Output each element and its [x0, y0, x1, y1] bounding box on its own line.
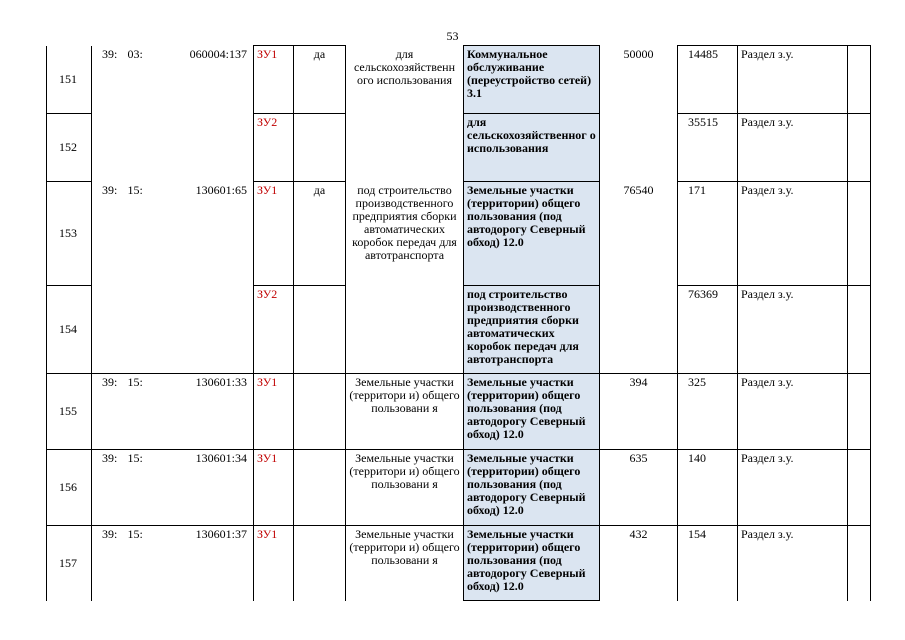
note: Раздел з.у.	[738, 450, 848, 526]
total-area: 50000	[623, 46, 654, 61]
part-area: 14485	[678, 46, 738, 114]
row-number: 151	[47, 46, 92, 114]
cad-area: 15:	[125, 374, 160, 450]
cad-number: 130601:65	[160, 182, 254, 286]
part-area: 171	[678, 182, 738, 286]
cad-district: 39:	[92, 374, 125, 450]
part-area: 154	[678, 526, 738, 601]
flag: да	[294, 182, 346, 286]
note: Раздел з.у.	[738, 526, 848, 601]
current-purpose: для сельскохозяйственн ого использования	[353, 46, 456, 87]
empty-cell	[848, 46, 871, 114]
cad-number: 130601:33	[160, 374, 254, 450]
table-row	[47, 374, 871, 450]
cad-area: 15:	[125, 526, 160, 601]
new-purpose: Земельные участки (территории) общего пользования (под автодорогу Северный обход) 12.0	[464, 374, 600, 450]
part-area: 35515	[678, 114, 738, 182]
cad-number: 060004:137	[160, 46, 254, 114]
part-area: 76369	[678, 286, 738, 374]
cad-number: 130601:37	[160, 526, 254, 601]
cad-district: 39:	[102, 46, 118, 61]
plot-code: ЗУ1	[254, 526, 294, 601]
total-area: 394	[600, 374, 678, 450]
part-area: 140	[678, 450, 738, 526]
plot-code: ЗУ2	[254, 286, 294, 374]
plot-code: ЗУ1	[254, 182, 294, 286]
current-purpose: Земельные участки (территори и) общего пользовани я	[346, 526, 464, 601]
row-number: 156	[47, 450, 92, 526]
plot-code: ЗУ1	[254, 374, 294, 450]
plot-code: ЗУ2	[254, 114, 294, 182]
row-number: 154	[47, 286, 92, 374]
cad-number: 130601:34	[160, 450, 254, 526]
new-purpose: под строительство производственного предприятия сборки автоматических коробок передач для автотранспорта	[464, 286, 600, 374]
part-area: 325	[678, 374, 738, 450]
total-area: 76540	[623, 182, 654, 197]
note: Раздел з.у.	[738, 114, 848, 182]
plot-code: ЗУ1	[254, 450, 294, 526]
total-area: 432	[600, 526, 678, 601]
note: Раздел з.у.	[738, 286, 848, 374]
current-purpose: под строительство производственного предприятия сборки автоматических коробок передач для автотранспорта	[352, 182, 457, 262]
cad-district: 39:	[92, 526, 125, 601]
cad-area: 03:	[127, 46, 143, 61]
page-number: 53	[446, 29, 459, 43]
table-row	[47, 286, 871, 374]
table-row	[47, 526, 871, 601]
note: Раздел з.у.	[738, 182, 848, 286]
total-area: 635	[600, 450, 678, 526]
cad-district: 39:	[92, 450, 125, 526]
current-purpose: Земельные участки (территори и) общего пользовани я	[346, 450, 464, 526]
note: Раздел з.у.	[738, 46, 848, 114]
row-number: 155	[47, 374, 92, 450]
land-plots-table	[46, 45, 871, 601]
current-purpose: Земельные участки (территори и) общего пользовани я	[346, 374, 464, 450]
table-row	[47, 450, 871, 526]
new-purpose: Земельные участки (территории) общего пользования (под автодорогу Северный обход) 12.0	[464, 526, 600, 601]
cad-district: 39:	[102, 182, 118, 197]
cad-area: 15:	[127, 182, 143, 197]
new-purpose: Земельные участки (территории) общего пользования (под автодорогу Северный обход) 12.0	[464, 182, 600, 286]
plot-code: ЗУ1	[254, 46, 294, 114]
note: Раздел з.у.	[738, 374, 848, 450]
table-row	[47, 182, 871, 286]
table-row	[47, 114, 871, 182]
row-number: 153	[47, 182, 92, 286]
new-purpose: Коммунальное обслуживание (переустройство сетей) 3.1	[464, 46, 600, 114]
row-number: 152	[47, 114, 92, 182]
new-purpose: Земельные участки (территории) общего пользования (под автодорогу Северный обход) 12.0	[464, 450, 600, 526]
table-row	[47, 46, 871, 114]
flag: да	[294, 46, 346, 114]
new-purpose: для сельскохозяйственног о использования	[464, 114, 600, 182]
row-number: 157	[47, 526, 92, 601]
cad-area: 15:	[125, 450, 160, 526]
